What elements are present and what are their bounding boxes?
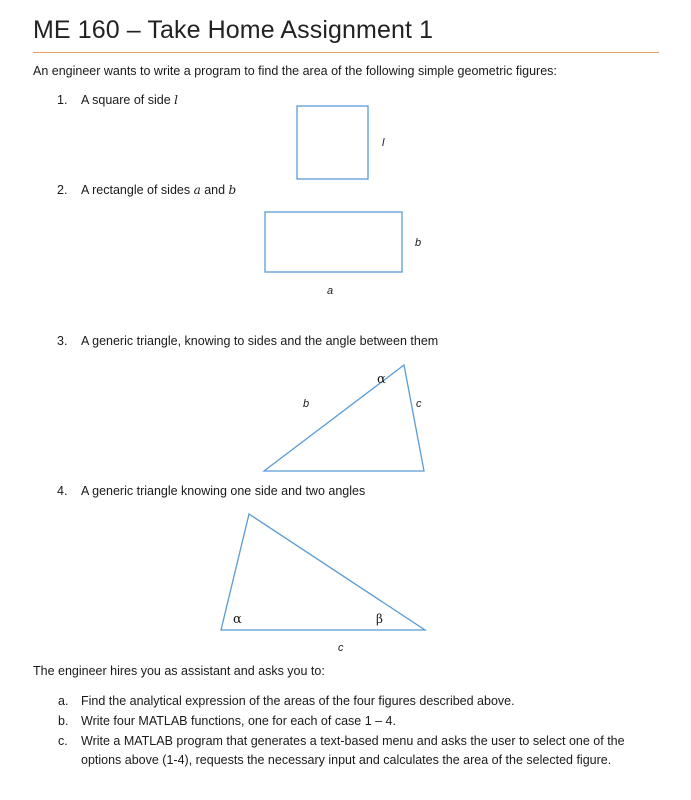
rect-a-label: a: [327, 285, 334, 297]
tri1-b-label: b: [303, 398, 310, 410]
item-4-text: A generic triangle knowing one side and two angles: [81, 484, 366, 498]
task-a-text: Find the analytical expression of the areas of the four figures described above.: [81, 694, 515, 708]
tri1-alpha-label: α: [377, 372, 386, 387]
task-b-letter: b.: [58, 714, 69, 728]
item-2-var-b: b: [228, 183, 237, 197]
hire-text: The engineer hires you as assistant and asks you to:: [33, 664, 325, 678]
intro-text: An engineer wants to write a program to find the area of the following simple geometric figures:: [33, 64, 557, 78]
tri2-alpha-label: α: [233, 612, 242, 627]
triangle-1-shape: [264, 365, 424, 471]
item-2-and: and: [200, 183, 229, 197]
square-shape: [297, 106, 368, 179]
rectangle-shape: [265, 212, 402, 272]
item-1-label: A square of side: [81, 93, 175, 107]
item-3-number: 3.: [57, 334, 68, 348]
item-1-var: l: [174, 93, 178, 107]
tri2-beta-label: β: [376, 612, 383, 626]
item-2-var-a: a: [193, 183, 201, 197]
rect-b-label: b: [415, 237, 422, 249]
task-b-text: Write four MATLAB functions, one for each of case 1 – 4.: [81, 714, 396, 728]
item-3-text: A generic triangle, knowing to sides and the angle between them: [81, 334, 439, 348]
item-1-number: 1.: [57, 93, 68, 107]
page-title: ME 160 – Take Home Assignment 1: [33, 16, 434, 44]
task-c-letter: c.: [58, 734, 68, 748]
triangle-2-shape: [221, 514, 425, 630]
tri2-c-label: c: [338, 642, 344, 654]
square-side-label: l: [382, 137, 385, 149]
item-4-number: 4.: [57, 484, 68, 498]
task-a-letter: a.: [58, 694, 69, 708]
item-2-label: A rectangle of sides: [81, 183, 194, 197]
tri1-c-label: c: [416, 398, 422, 410]
task-c-line-1: Write a MATLAB program that generates a text-based menu and asks the user to select one of the: [81, 734, 625, 748]
task-c-line-2: options above (1-4), requests the necessary input and calculates the area of the selected figure.: [81, 753, 612, 767]
item-2-number: 2.: [57, 183, 68, 197]
